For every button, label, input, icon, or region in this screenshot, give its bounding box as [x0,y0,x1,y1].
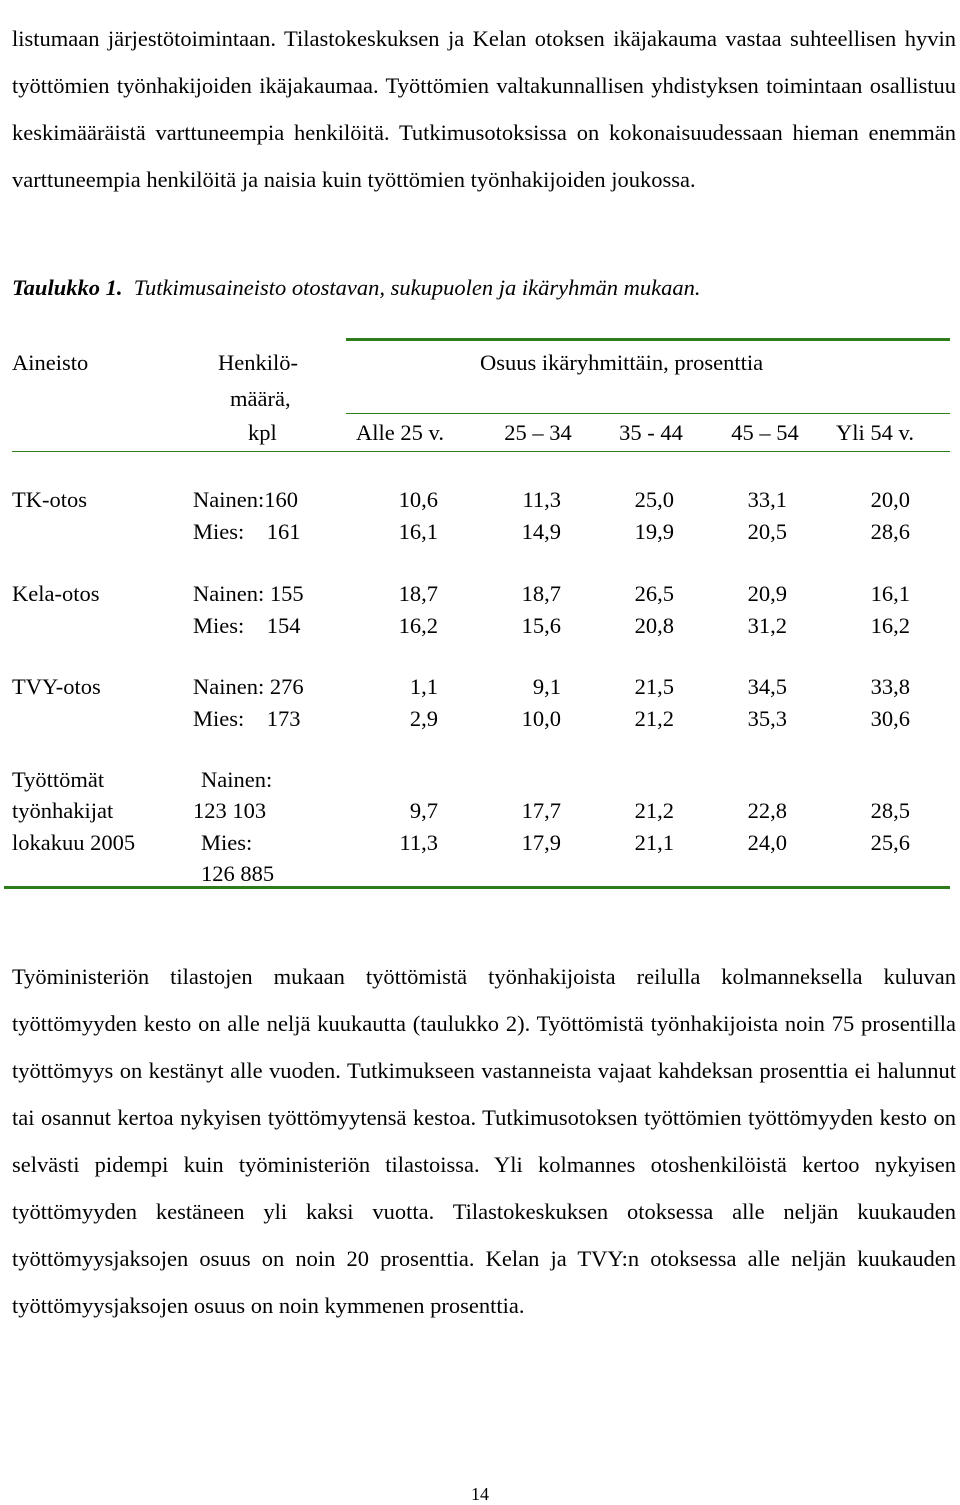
cell-value: 20,9 [747,581,787,606]
cell-value: 2,9 [409,706,438,731]
cell-value: 34,5 [747,674,787,699]
row-count-line: Nainen: [201,767,273,792]
row-name: TVY-otos [12,674,101,699]
header-henkilo-2: määrä, [230,386,291,411]
header-age-group: 25 – 34 [504,420,572,445]
cell-value: 14,9 [521,519,561,544]
cell-value: 21,2 [634,798,674,823]
cell-value: 24,0 [747,830,787,855]
cell-value: 25,0 [634,487,674,512]
cell-value: 22,8 [747,798,787,823]
header-henkilo-3: kpl [248,420,277,445]
cell-value: 17,9 [521,830,561,855]
cell-value: 11,3 [522,487,561,512]
table-head-rule [12,451,950,452]
cell-value: 11,3 [399,830,438,855]
cell-value: 33,8 [870,674,910,699]
cell-value: 18,7 [521,581,561,606]
cell-value: 20,0 [870,487,910,512]
row-name: TK-otos [12,487,87,512]
cell-value: 9,1 [532,674,561,699]
row-count-men: Mies: 154 [193,613,301,638]
cell-value: 30,6 [870,706,910,731]
cell-value: 28,5 [870,798,910,823]
cell-value: 18,7 [398,581,438,606]
cell-value: 16,1 [870,581,910,606]
row-count-men: Mies: 173 [193,706,301,731]
cell-value: 26,5 [634,581,674,606]
table-top-rule [346,338,950,341]
row-name: Kela-otos [12,581,100,606]
table-caption [12,275,701,301]
header-henkilo-1: Henkilö- [218,350,298,375]
cell-value: 31,2 [747,613,787,638]
cell-value: 28,6 [870,519,910,544]
cell-value: 25,6 [870,830,910,855]
row-count-women: Nainen:160 [193,487,298,512]
table-bottom-rule [4,886,950,889]
cell-value: 1,1 [409,674,438,699]
table-caption-label: Taulukko 1. [12,275,123,300]
header-age-group: Alle 25 v. [356,420,444,445]
cell-value: 9,7 [409,798,438,823]
table-caption-text: Tutkimusaineisto otostavan, sukupuolen ja ikäryhmän mukaan. [133,275,701,300]
cell-value: 10,6 [398,487,438,512]
cell-value: 17,7 [521,798,561,823]
row-count-line: 123 103 [193,798,267,823]
cell-value: 33,1 [747,487,787,512]
cell-value: 16,2 [398,613,438,638]
table-mid-rule [346,413,950,414]
row-name-line: lokakuu 2005 [12,830,136,855]
row-name-line: työnhakijat [12,798,114,823]
header-age-group: Yli 54 v. [836,420,914,445]
row-name-line: Työttömät [12,767,105,792]
row-count-women: Nainen: 155 [193,581,304,606]
page-number: 14 [471,1484,489,1504]
row-count-women: Nainen: 276 [193,674,304,699]
cell-value: 21,2 [634,706,674,731]
header-aineisto: Aineisto [12,350,89,375]
cell-value: 15,6 [521,613,561,638]
row-count-line: Mies: [201,830,253,855]
cell-value: 21,1 [634,830,674,855]
header-age-group: 35 - 44 [619,420,683,445]
cell-value: 35,3 [747,706,787,731]
header-osuus: Osuus ikäryhmittäin, prosenttia [480,350,764,375]
cell-value: 16,2 [870,613,910,638]
paragraph-bottom: Työministeriön tilastojen mukaan työttömistä työnhakijoista reilulla kolmanneksella kuluvan työttömyyden kesto on alle neljä kuukautta (taulukko 2). Työttömistä työnhakijoista noin 75 prosentilla työttömyys on kestänyt alle vuoden. Tutkimukseen vastanneista vajaat kahdeksan prosenttia ei halunnut tai osannut kertoa nykyisen työttömyytensä kestoa. Tutkimusotoksen työttömien työttömyyden kesto on selvästi pidempi kuin työministeriön tilastoissa. Yli kolmannes otoshenkilöistä kertoo nykyisen työttömyyden kestäneen yli kaksi vuotta. Tilastokeskuksen otoksessa alle neljän kuukauden työttömyysjaksojen osuus on noin 20 prosenttia. Kelan ja TVY:n otoksessa alle neljän kuukauden työttömyysjaksojen osuus on noin kymmenen prosenttia. [12,963,956,1318]
header-age-group: 45 – 54 [731,420,799,445]
cell-value: 21,5 [634,674,674,699]
cell-value: 10,0 [521,706,561,731]
cell-value: 20,5 [747,519,787,544]
cell-value: 16,1 [398,519,438,544]
cell-value: 19,9 [634,519,674,544]
paragraph-top: listumaan järjestötoimintaan. Tilastokeskuksen ja Kelan otoksen ikäjakauma vastaa suhteellisen hyvin työttömien työnhakijoiden ikäjakaumaa. Työttömien valtakunnallisen yhdistyksen toimintaan osallistuu keskimääräistä varttuneempia henkilöitä. Tutkimusotoksissa on kokonaisuudessaan hieman enemmän varttuneempia henkilöitä ja naisia kuin työttömien työnhakijoiden joukossa. [12,25,956,192]
cell-value: 20,8 [634,613,674,638]
row-count-line: 126 885 [201,861,275,886]
row-count-men: Mies: 161 [193,519,301,544]
